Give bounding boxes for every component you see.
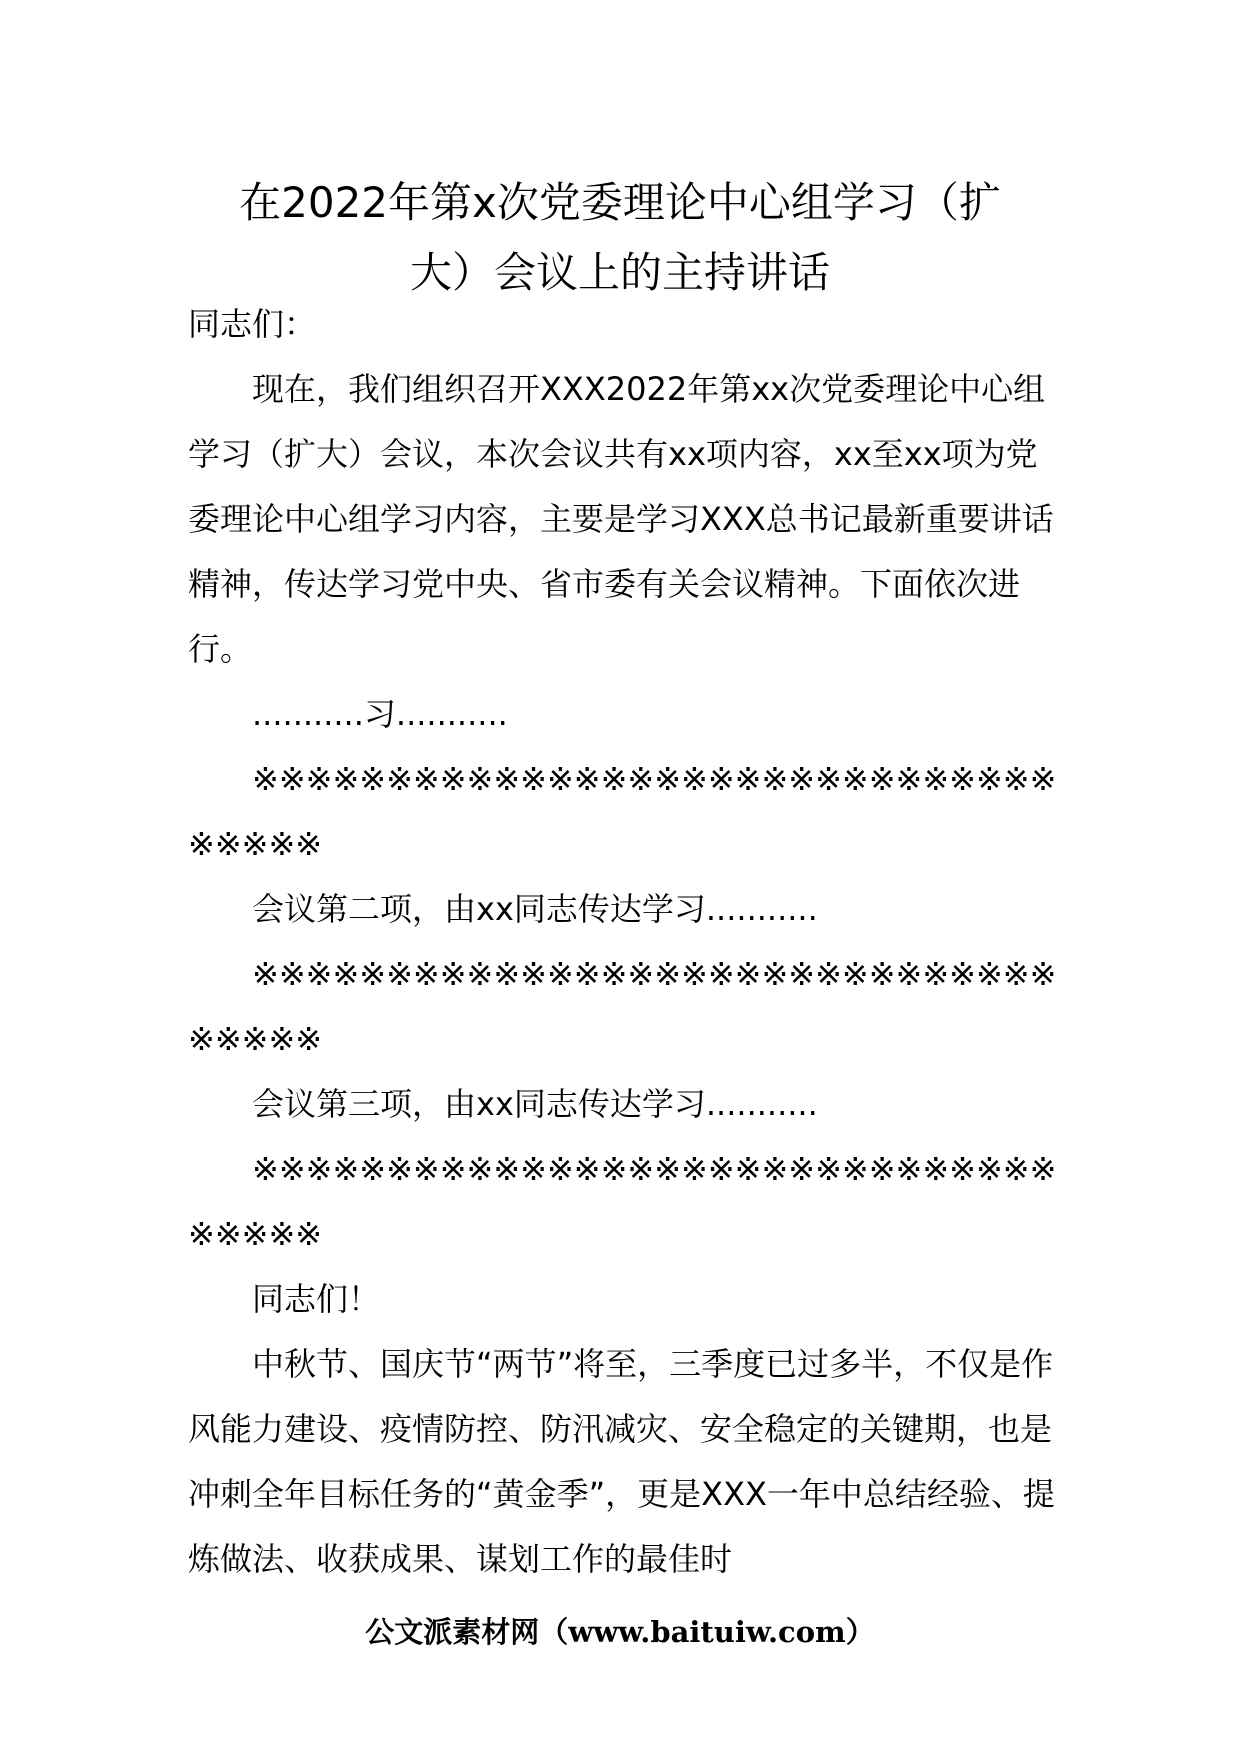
document-title	[190, 168, 1050, 308]
footer-watermark: 公文派素材网（www.baituiw.com）	[365, 1615, 875, 1649]
separator-stars-1: ※※※※※※※※※※※※※※※※※※※※※※※※※※※※※※※※※※※	[188, 760, 1057, 863]
paragraph-comrades: 同志们！	[252, 1280, 381, 1318]
document-body	[188, 292, 1064, 1592]
paragraph-opening: 现在，我们组织召开XXX2022年第xx次党委理论中心组学习（扩大）会议，本次会议共有xx项内容，xx至xx项为党委理论中心组学习内容，主要是学习XXX总书记最新重要讲话精神，传达学习党中央、省市委有关会议精神。下面依次进行。	[188, 370, 1054, 668]
paragraph-item-three: 会议第三项，由xx同志传达学习...........	[252, 1085, 818, 1123]
paragraph-item-two: 会议第二项，由xx同志传达学习...........	[252, 890, 818, 928]
title-line-1: 在2022年第x次党委理论中心组学习（扩	[239, 178, 1001, 227]
paragraph-item-one: ...........习...........	[252, 695, 508, 733]
separator-stars-3: ※※※※※※※※※※※※※※※※※※※※※※※※※※※※※※※※※※※	[188, 1150, 1057, 1253]
salutation: 同志们：	[188, 305, 317, 343]
paragraph-closing: 中秋节、国庆节“两节”将至，三季度已过多半，不仅是作风能力建设、疫情防控、防汛减灾、安全稳定的关键期，也是冲刺全年目标任务的“黄金季”，更是XXX一年中总结经验、提炼做法、收获成果、谋划工作的最佳时	[188, 1345, 1055, 1578]
title-line-2: 大）会议上的主持讲话	[409, 248, 830, 297]
separator-stars-2: ※※※※※※※※※※※※※※※※※※※※※※※※※※※※※※※※※※※	[188, 955, 1057, 1058]
